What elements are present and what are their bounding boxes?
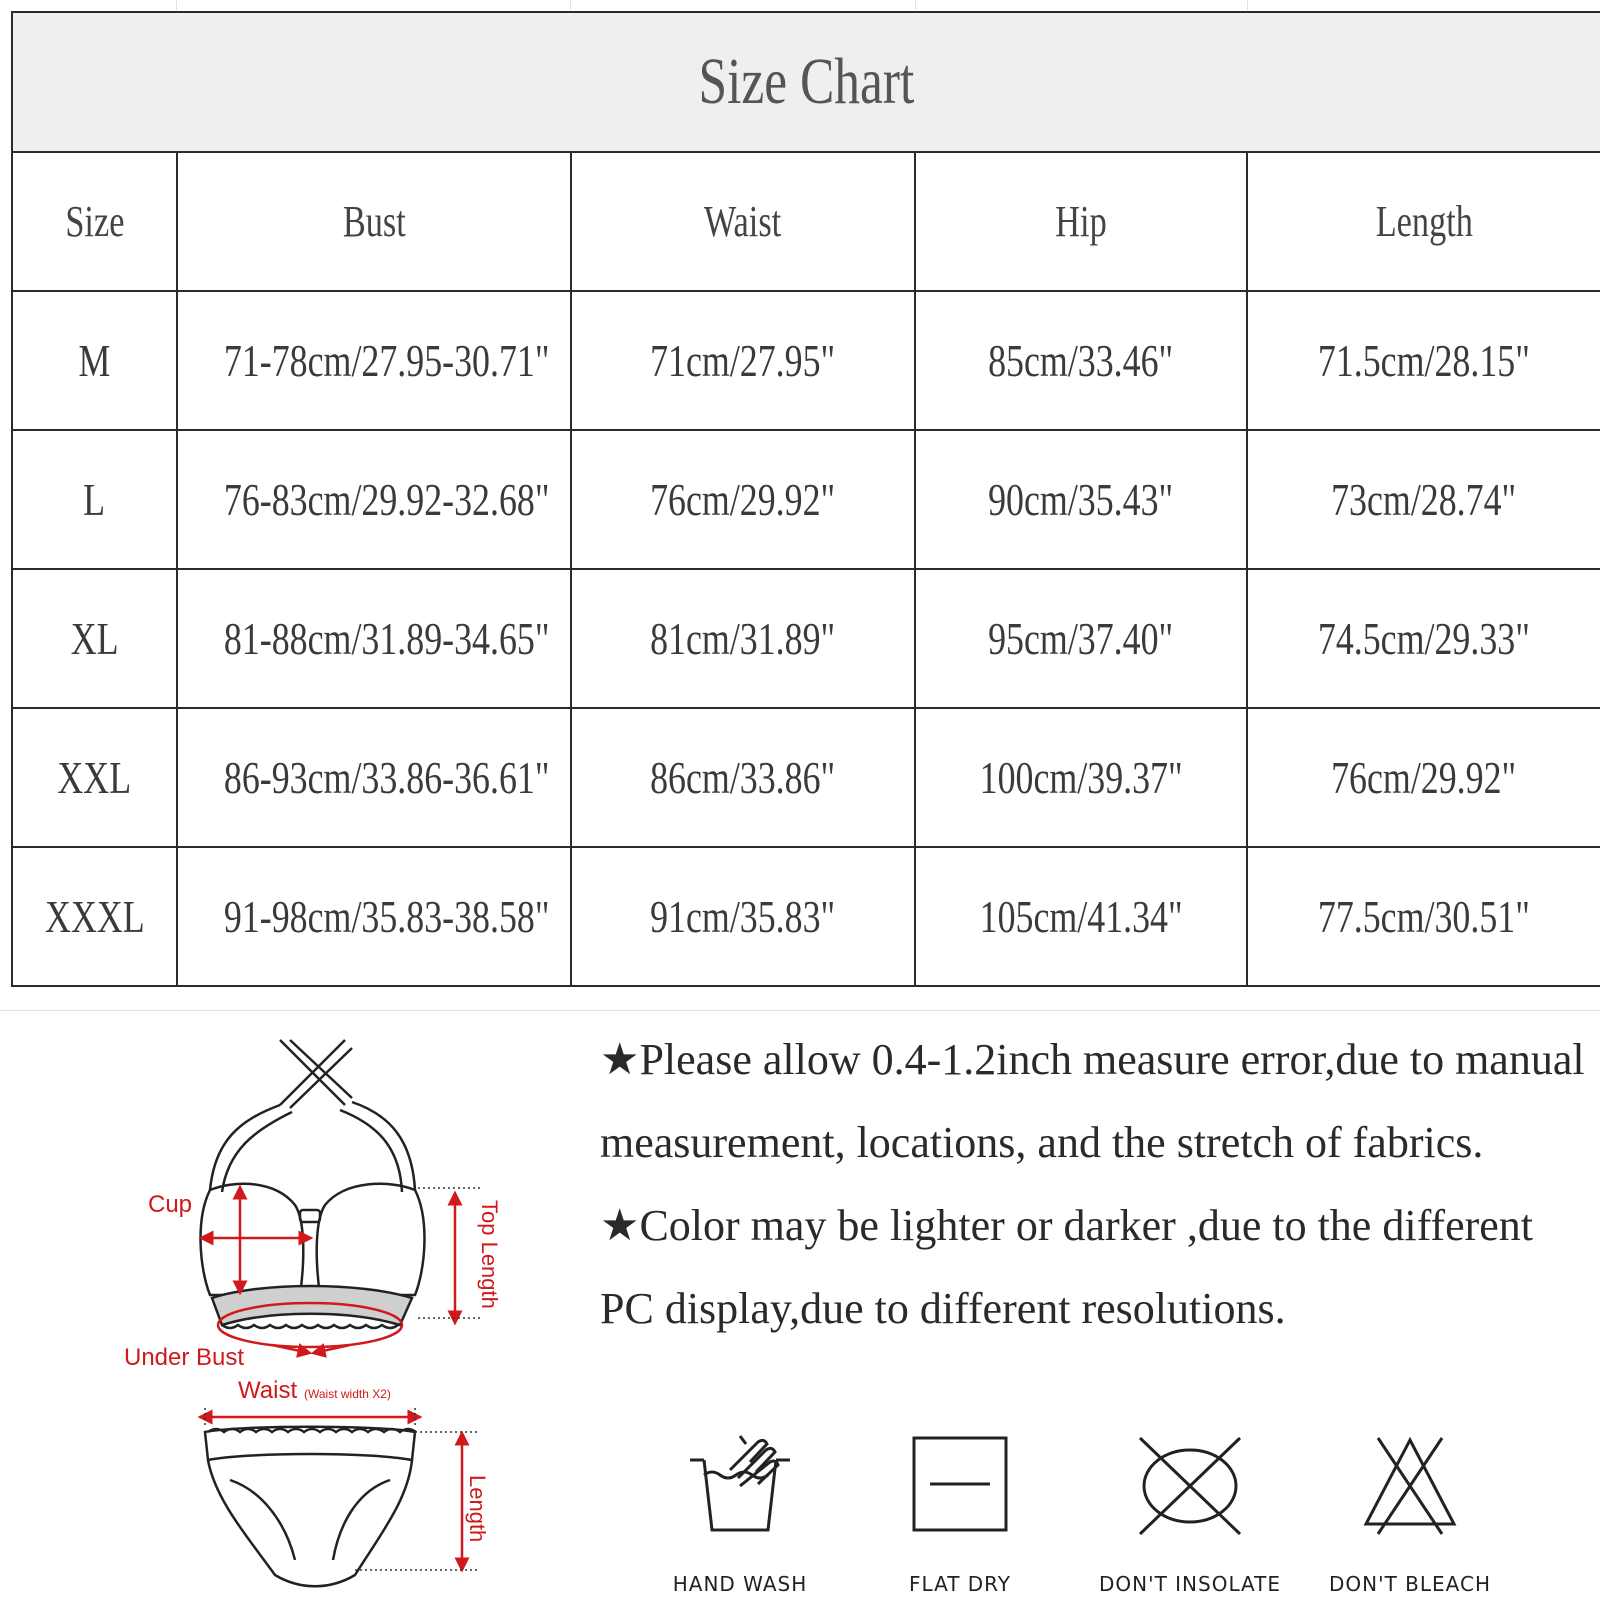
page-title: Size Chart: [698, 45, 915, 118]
table-cell: [571, 708, 915, 847]
table-cell: [1247, 430, 1600, 569]
label-top-length: Top Length: [477, 1200, 502, 1309]
care-item-dont-bleach: [1310, 1430, 1510, 1600]
care-item-dont-insolate: [1090, 1430, 1290, 1600]
care-label: DON'T INSOLATE: [1098, 1572, 1282, 1596]
size-label: L: [83, 474, 106, 525]
size-table: [11, 11, 1600, 987]
dont-bleach-icon: [1350, 1430, 1470, 1540]
column-header: [1247, 152, 1600, 291]
column-header: [571, 152, 915, 291]
table-cell: [177, 569, 571, 708]
care-item-hand-wash: [640, 1430, 840, 1600]
column-header: [915, 152, 1247, 291]
care-item-flat-dry: [860, 1430, 1060, 1600]
column-header-bust: Bust: [342, 197, 406, 246]
table-cell: [915, 569, 1247, 708]
note-measure-error: [600, 1018, 1590, 1184]
length-value: 71.5cm/28.15": [1318, 335, 1530, 386]
hip-value: 95cm/37.40": [988, 613, 1174, 664]
table-cell: [915, 847, 1247, 986]
label-cup: Cup: [148, 1191, 193, 1218]
table-cell: [12, 847, 177, 986]
note-color-text: Color may be lighter or darker ,due to the different PC display,due to different resolutions.: [600, 1201, 1534, 1333]
care-label: HAND WASH: [672, 1572, 808, 1596]
table-cell: [571, 569, 915, 708]
waist-value: 71cm/27.95": [650, 335, 836, 386]
label-under-bust: Under Bust: [124, 1344, 245, 1371]
table-cell: [12, 430, 177, 569]
header-row: [12, 152, 1600, 291]
grid-line: [570, 0, 571, 10]
waist-value: 91cm/35.83": [650, 891, 836, 942]
column-header: [12, 152, 177, 291]
table-cell: [177, 430, 571, 569]
table-row: [12, 847, 1600, 986]
care-instructions: [640, 1430, 1600, 1600]
column-header-size: Size: [64, 197, 125, 246]
label-length: Length: [465, 1475, 490, 1543]
table-cell: [571, 430, 915, 569]
title-row: [12, 12, 1600, 152]
waist-value: 76cm/29.92": [650, 474, 836, 525]
label-waist-note: (Waist width X2): [304, 1387, 391, 1401]
table-cell: [12, 708, 177, 847]
column-header-waist: Waist: [704, 197, 782, 246]
hip-value: 90cm/35.43": [988, 474, 1174, 525]
table-cell: [1247, 847, 1600, 986]
star-icon: ★: [600, 1201, 640, 1250]
table-cell: [915, 430, 1247, 569]
length-value: 74.5cm/29.33": [1318, 613, 1530, 664]
grid-line: [915, 0, 916, 10]
hand-wash-icon: [680, 1430, 800, 1540]
length-value: 77.5cm/30.51": [1318, 891, 1530, 942]
size-label: M: [78, 335, 111, 386]
table-cell: [915, 708, 1247, 847]
table-cell: [1247, 291, 1600, 430]
measurement-diagram: [0, 1020, 560, 1600]
size-label: XXL: [57, 752, 132, 803]
column-header-length: Length: [1375, 197, 1473, 246]
table-title-cell: [12, 12, 1600, 152]
table-row: [12, 569, 1600, 708]
bust-value: 76-83cm/29.92-32.68": [223, 474, 550, 525]
column-header-hip: Hip: [1055, 197, 1107, 246]
table-cell: [1247, 569, 1600, 708]
table-cell: [571, 291, 915, 430]
flat-dry-icon: [900, 1430, 1020, 1540]
grid-line: [1247, 0, 1248, 10]
size-label: XXXL: [44, 891, 145, 942]
waist-value: 86cm/33.86": [650, 752, 836, 803]
hip-value: 85cm/33.46": [988, 335, 1174, 386]
table-row: [12, 430, 1600, 569]
grid-line: [176, 0, 177, 10]
grid-line: [0, 1010, 1600, 1011]
note-measure-error-text: Please allow 0.4-1.2inch measure error,due to manual measurement, locations, and the stretch of fabrics.: [600, 1035, 1585, 1167]
table-row: [12, 291, 1600, 430]
note-color: [600, 1184, 1590, 1350]
label-waist: Waist: [238, 1377, 298, 1404]
table-cell: [915, 291, 1247, 430]
star-icon: ★: [600, 1035, 640, 1084]
bust-value: 71-78cm/27.95-30.71": [223, 335, 550, 386]
bust-value: 86-93cm/33.86-36.61": [223, 752, 550, 803]
bust-value: 81-88cm/31.89-34.65": [223, 613, 550, 664]
table-cell: [12, 569, 177, 708]
table-cell: [12, 291, 177, 430]
table-cell: [1247, 708, 1600, 847]
table-cell: [177, 708, 571, 847]
hip-value: 100cm/39.37": [979, 752, 1183, 803]
length-value: 73cm/28.74": [1331, 474, 1517, 525]
notes-section: [600, 1018, 1590, 1350]
table-cell: [177, 291, 571, 430]
hip-value: 105cm/41.34": [979, 891, 1183, 942]
table-cell: [571, 847, 915, 986]
size-label: XL: [70, 613, 119, 664]
dont-insolate-icon: [1130, 1430, 1250, 1540]
length-value: 76cm/29.92": [1331, 752, 1517, 803]
care-label: DON'T BLEACH: [1328, 1572, 1491, 1596]
bust-value: 91-98cm/35.83-38.58": [223, 891, 550, 942]
table-cell: [177, 847, 571, 986]
care-label: FLAT DRY: [908, 1572, 1012, 1596]
table-row: [12, 708, 1600, 847]
column-header: [177, 152, 571, 291]
waist-value: 81cm/31.89": [650, 613, 836, 664]
